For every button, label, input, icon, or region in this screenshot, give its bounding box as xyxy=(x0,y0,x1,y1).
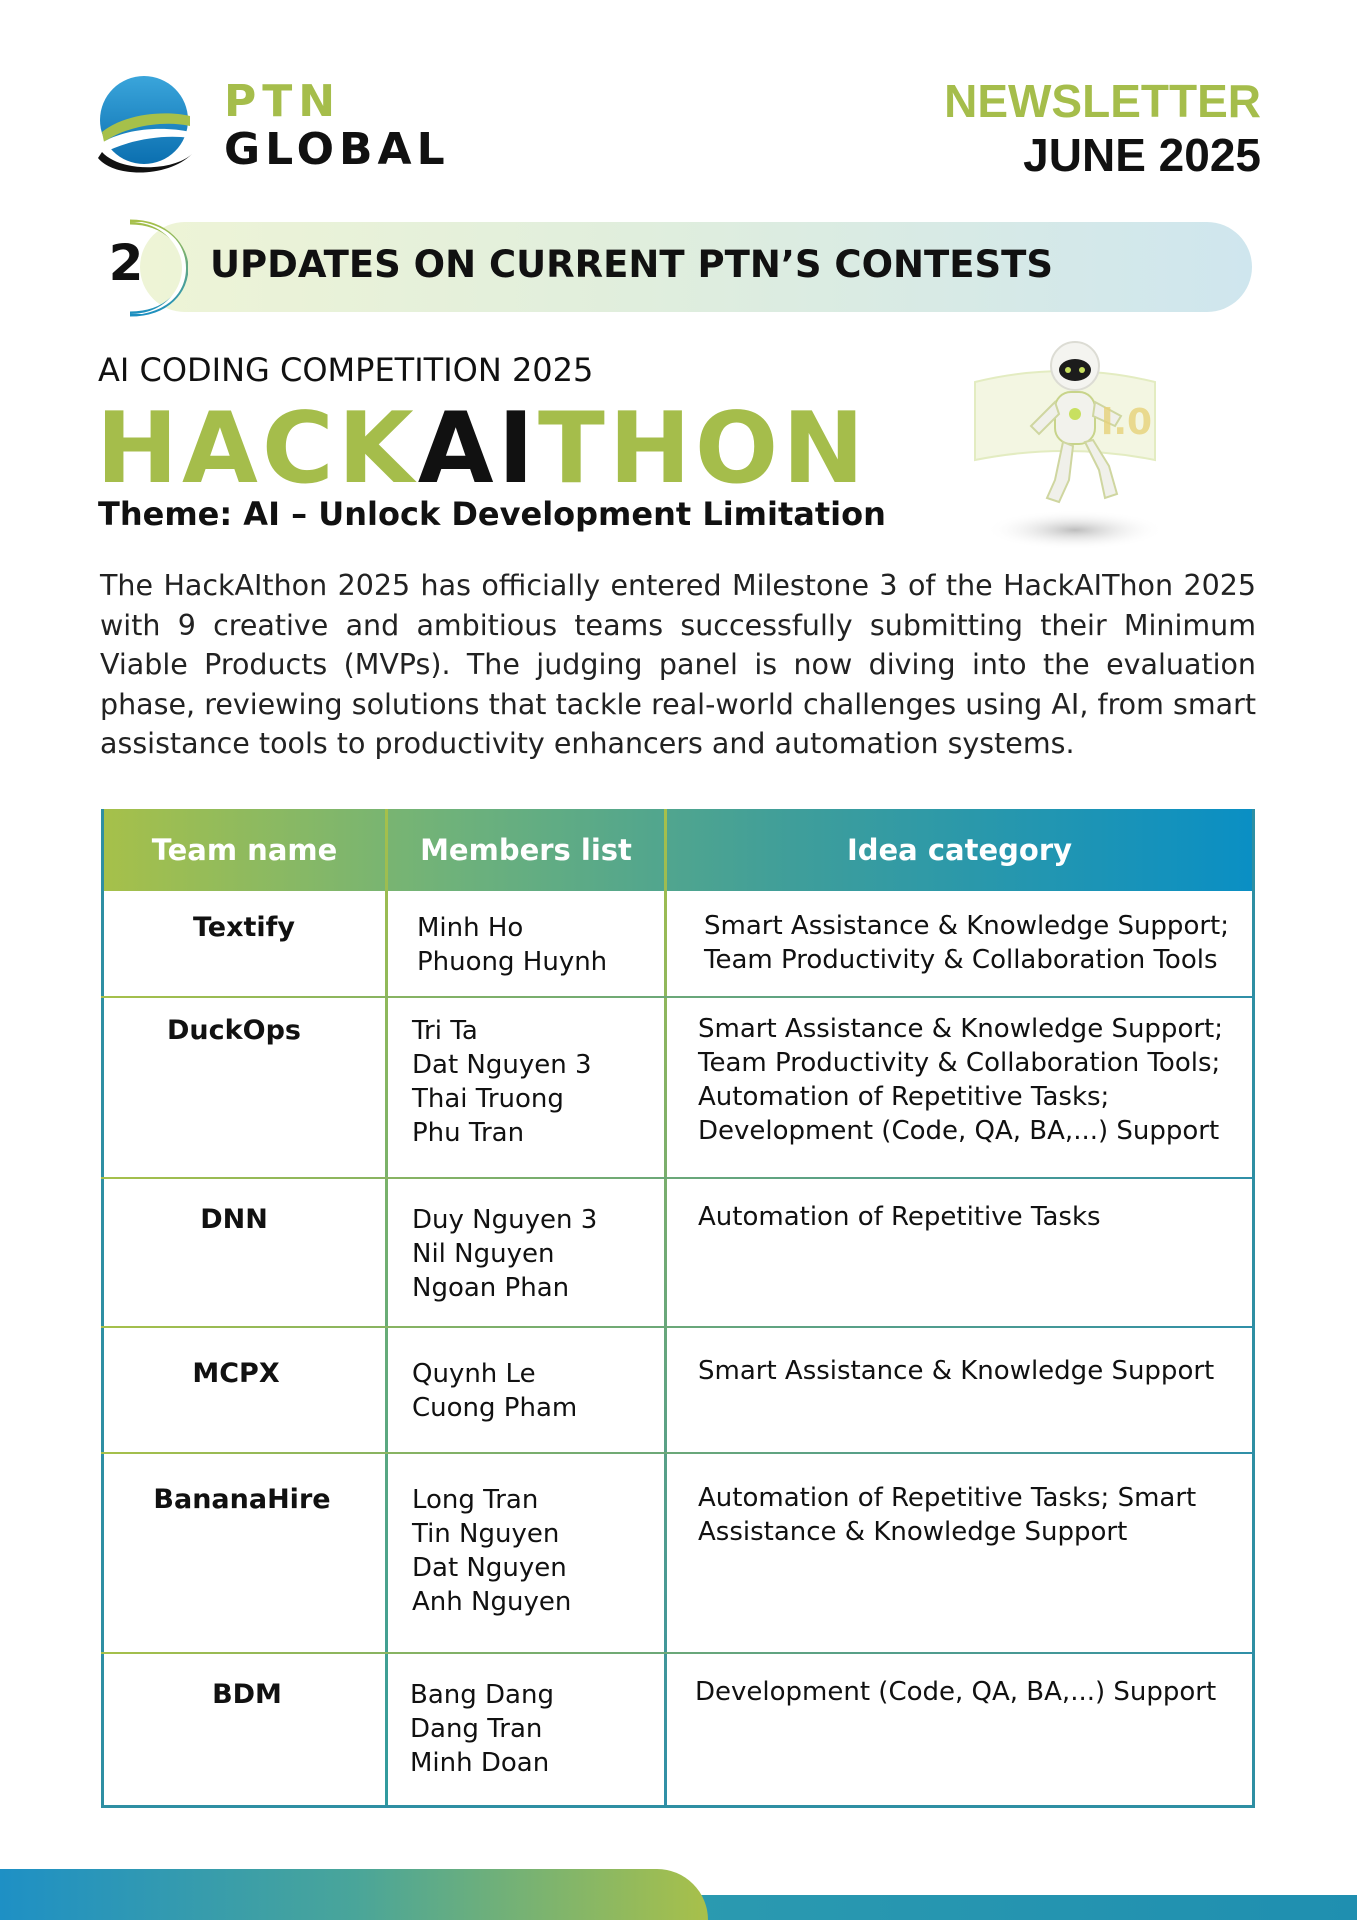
idea-cell xyxy=(698,1481,1196,1549)
member-name: Phu Tran xyxy=(412,1118,525,1148)
member-name: Anh Nguyen xyxy=(412,1587,572,1617)
teams-table xyxy=(101,809,1255,1808)
member-name: Quynh Le xyxy=(412,1359,536,1389)
team-name-cell: BDM xyxy=(212,1679,282,1710)
idea-line: Smart Assistance & Knowledge Support; xyxy=(698,1014,1223,1044)
competition-subtitle: AI CODING COMPETITION 2025 xyxy=(98,351,594,389)
member-name: Cuong Pham xyxy=(412,1393,578,1423)
brand-name-line2: GLOBAL xyxy=(224,124,450,175)
member-name: Bang Dang xyxy=(410,1680,554,1710)
section-title: UPDATES ON CURRENT PTN’S CONTESTS xyxy=(210,243,1054,286)
row-divider xyxy=(101,1452,1255,1454)
row-divider xyxy=(101,1652,1255,1654)
competition-name-part1: HACK xyxy=(96,392,418,506)
member-name: Tri Ta xyxy=(412,1016,478,1046)
competition-name-part2: AI xyxy=(417,392,539,506)
team-name-cell: Textify xyxy=(192,912,296,943)
idea-line: Team Productivity & Collaboration Tools; xyxy=(698,1048,1221,1078)
member-name: Minh Ho xyxy=(417,913,524,943)
competition-theme: Theme: AI – Unlock Development Limitation xyxy=(98,495,886,533)
column-header-team-name: Team name xyxy=(151,833,338,867)
idea-line: Development (Code, QA, BA,...) Support xyxy=(698,1116,1220,1146)
row-divider xyxy=(101,1177,1255,1179)
column-divider-2 xyxy=(664,809,667,1805)
idea-cell xyxy=(698,1200,1101,1234)
member-name: Dat Nguyen 3 xyxy=(412,1050,592,1080)
member-name: Nil Nguyen xyxy=(412,1239,555,1269)
row-divider xyxy=(101,1326,1255,1328)
footer-accent xyxy=(0,1869,708,1920)
newsletter-label: NEWSLETTER xyxy=(944,75,1261,127)
member-name: Phuong Huynh xyxy=(417,947,608,977)
idea-line: Automation of Repetitive Tasks; Smart xyxy=(698,1483,1197,1513)
robot-illustration xyxy=(955,330,1175,550)
competition-description: The HackAIthon 2025 has officially entered Milestone 3 of the HackAIThon 2025 with 9 creative and ambitious teams successfully submitting their Minimum Viable Products (MVPs). The judging panel is now diving into the evaluation phase, reviewing solutions that tackle real-world challenges using AI, from smart assistance tools to productivity enhancers and automation systems. xyxy=(100,569,1256,760)
row-divider xyxy=(101,996,1255,998)
idea-line: Assistance & Knowledge Support xyxy=(698,1517,1128,1547)
members-cell xyxy=(412,1483,571,1619)
idea-line: Development (Code, QA, BA,...) Support xyxy=(695,1677,1217,1707)
member-name: Tin Nguyen xyxy=(412,1519,560,1549)
idea-line: Smart Assistance & Knowledge Support; xyxy=(704,911,1229,941)
members-cell xyxy=(410,1678,554,1780)
team-name-cell: MCPX xyxy=(192,1358,280,1389)
idea-cell xyxy=(695,1675,1216,1709)
section-number: 2 xyxy=(108,234,144,292)
column-header-idea-category: Idea category xyxy=(846,833,1073,867)
column-divider-1 xyxy=(385,809,388,1805)
competition-name-part3: THON xyxy=(538,392,869,506)
ptn-globe-logo-icon xyxy=(94,74,194,184)
newsletter-date: JUNE 2025 xyxy=(1023,129,1261,181)
member-name: Dat Nguyen xyxy=(412,1553,567,1583)
member-name: Long Tran xyxy=(412,1485,539,1515)
svg-text:l.0: l.0 xyxy=(1101,402,1153,443)
team-name-cell: BananaHire xyxy=(153,1484,331,1515)
member-name: Thai Truong xyxy=(412,1084,564,1114)
competition-name xyxy=(96,392,869,506)
member-name: Minh Doan xyxy=(410,1748,550,1778)
member-name: Dang Tran xyxy=(410,1714,543,1744)
members-cell xyxy=(412,1014,592,1150)
members-cell xyxy=(412,1203,597,1305)
member-name: Ngoan Phan xyxy=(412,1273,570,1303)
idea-cell xyxy=(704,909,1229,977)
brand-name-line1: PTN xyxy=(224,76,342,127)
member-name: Duy Nguyen 3 xyxy=(412,1205,598,1235)
idea-line: Automation of Repetitive Tasks; xyxy=(698,1082,1110,1112)
members-cell xyxy=(417,911,607,979)
idea-cell xyxy=(698,1012,1223,1148)
idea-line: Team Productivity & Collaboration Tools xyxy=(704,945,1218,975)
members-cell xyxy=(412,1357,577,1425)
idea-cell xyxy=(698,1354,1214,1388)
team-name-cell: DNN xyxy=(200,1204,268,1235)
column-header-members-list: Members list xyxy=(420,833,632,867)
idea-line: Automation of Repetitive Tasks xyxy=(698,1202,1101,1232)
idea-line: Smart Assistance & Knowledge Support xyxy=(698,1356,1215,1386)
team-name-cell: DuckOps xyxy=(167,1015,301,1046)
